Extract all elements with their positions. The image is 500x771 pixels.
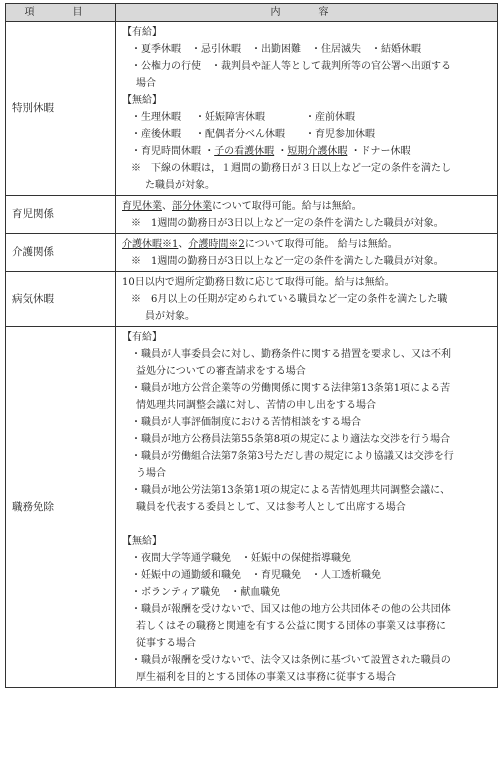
- exemption-line: ・職員が報酬を受けないで、国又は他の地方公共団体その他の公共団体: [131, 604, 451, 615]
- exemption-line: 情処理共同調整会議に対し、苦情の申し出をする場合: [136, 400, 376, 411]
- row-sick-leave: [6, 272, 498, 327]
- row-duty-exemption: [6, 327, 498, 688]
- exemption-line: 益処分についての審査請求をする場合: [136, 366, 306, 377]
- spacer: [122, 516, 493, 533]
- exemption-line: ・職員が人事委員会に対し、勤務条件に関する措置を要求し、又は不利: [131, 349, 451, 360]
- header-content: 内 容: [116, 4, 498, 22]
- leave-item: ・産前休暇: [305, 112, 355, 123]
- leave-item: ・育児参加休暇: [305, 129, 375, 140]
- note: ※ 6月以上の任期が定められている職員など一定の条件を満たした職: [131, 294, 448, 305]
- leave-table: [5, 3, 498, 688]
- nursing-item: 介護休暇※1: [122, 239, 179, 250]
- row-childcare: [6, 196, 498, 234]
- unpaid-heading: 【無給】: [122, 536, 162, 547]
- leave-item: ・産後休暇: [131, 129, 181, 140]
- exemption-line: ・妊娠中の通勤緩和職免 ・育児職免 ・人工透析職免: [131, 570, 381, 581]
- content-special-leave: [116, 22, 498, 196]
- content-childcare: [116, 196, 498, 234]
- exemption-line: 厚生福利を目的とする団体の事業又は事務に従事する場合: [136, 672, 396, 683]
- exemption-line: ・夜間大学等通学職免 ・妊娠中の保健指導職免: [131, 553, 351, 564]
- unpaid-row: [122, 109, 493, 126]
- note-continued: 員が対象。: [145, 311, 195, 322]
- exemption-line: ・職員が地方公営企業等の労働関係に関する法律第13条第1項による苦: [131, 383, 451, 394]
- separator: 、: [178, 239, 189, 250]
- paid-heading: 【有給】: [122, 27, 162, 38]
- exemption-line: ・ボランティア職免 ・献血職免: [131, 587, 281, 598]
- childcare-item: 部分休業: [172, 201, 212, 212]
- exemption-line: ・職員が労働組合法第7条第3号ただし書の規定により協議又は交渉を行: [131, 451, 454, 462]
- leave-item: ・育児時間休暇: [131, 146, 201, 157]
- paid-heading: 【有給】: [122, 332, 162, 343]
- note: ※ 1週間の勤務日が3日以上など一定の条件を満たした職員が対象。: [131, 218, 444, 229]
- exemption-line: ・職員が報酬を受けないで、法令又は条例に基づいて設置された職員の: [131, 655, 451, 666]
- nursing-line: [122, 236, 493, 253]
- leave-item: ・ドナー休暇: [350, 146, 411, 157]
- exemption-line: ・職員が地公労法第13条第1項の規定による苦情処理共同調整会議に、: [131, 485, 451, 496]
- content-duty-exemption: [116, 327, 498, 688]
- category-special-leave: 特別休暇: [6, 22, 116, 196]
- leave-item: ・生理休暇: [131, 112, 181, 123]
- unpaid-row: [122, 143, 493, 160]
- nursing-text: について取得可能。 給与は無給。: [244, 239, 398, 250]
- childcare-text: について取得可能。給与は無給。: [212, 201, 362, 212]
- leave-item-prefix: ・: [277, 146, 288, 157]
- exemption-line: う場合: [136, 468, 166, 479]
- exemption-line: 従事する場合: [136, 638, 196, 649]
- note: ※ 1週間の勤務日が3日以上など一定の条件を満たした職員が対象。: [131, 256, 444, 267]
- exemption-line: ・職員が人事評価制度における苦情相談をする場合: [131, 417, 361, 428]
- category-childcare: 育児関係: [6, 196, 116, 234]
- paid-line: 場合: [136, 78, 156, 89]
- category-sick-leave: 病気休暇: [6, 272, 116, 327]
- header-row: [6, 4, 498, 22]
- paid-line: ・公権力の行使 ・裁判員や証人等として裁判所等の官公署へ出頭する: [131, 61, 451, 72]
- separator: 、: [162, 201, 172, 212]
- childcare-item: 育児休業: [122, 201, 162, 212]
- childcare-line: [122, 198, 493, 215]
- row-special-leave: [6, 22, 498, 196]
- exemption-line: ・職員が地方公務員法第55条第8項の規定により適法な交渉を行う場合: [131, 434, 451, 445]
- exemption-line: 若しくはその職務と関連を有する公益に関する団体の事業又は事務に: [136, 621, 446, 632]
- header-item: 項 目: [6, 4, 116, 22]
- unpaid-row: [122, 126, 493, 143]
- leave-item: ・妊娠障害休暇: [195, 112, 265, 123]
- leave-item-prefix: ・: [204, 146, 215, 157]
- category-nursing-care: 介護関係: [6, 234, 116, 272]
- leave-item-underlined: 短期介護休暇: [287, 146, 348, 157]
- content-sick-leave: [116, 272, 498, 327]
- leave-item: ・配偶者分べん休暇: [195, 129, 285, 140]
- sick-line: 10日以内で週所定勤務日数に応じて取得可能。給与は無給。: [122, 277, 395, 288]
- category-duty-exemption: 職務免除: [6, 327, 116, 688]
- nursing-item: 介護時間※2: [188, 239, 245, 250]
- exemption-line: 職員を代表する委員として、又は参考人として出席する場合: [136, 502, 406, 513]
- leave-item-underlined: 子の看護休暇: [214, 146, 275, 157]
- note-continued: た職員が対象。: [145, 180, 215, 191]
- row-nursing-care: [6, 234, 498, 272]
- content-nursing-care: [116, 234, 498, 272]
- note: ※ 下線の休暇は，１週間の勤務日が３日以上など一定の条件を満たし: [131, 163, 451, 174]
- paid-line: ・夏季休暇 ・忌引休暇 ・出勤困難 ・住居滅失 ・結婚休暇: [131, 44, 421, 55]
- unpaid-heading: 【無給】: [122, 95, 162, 106]
